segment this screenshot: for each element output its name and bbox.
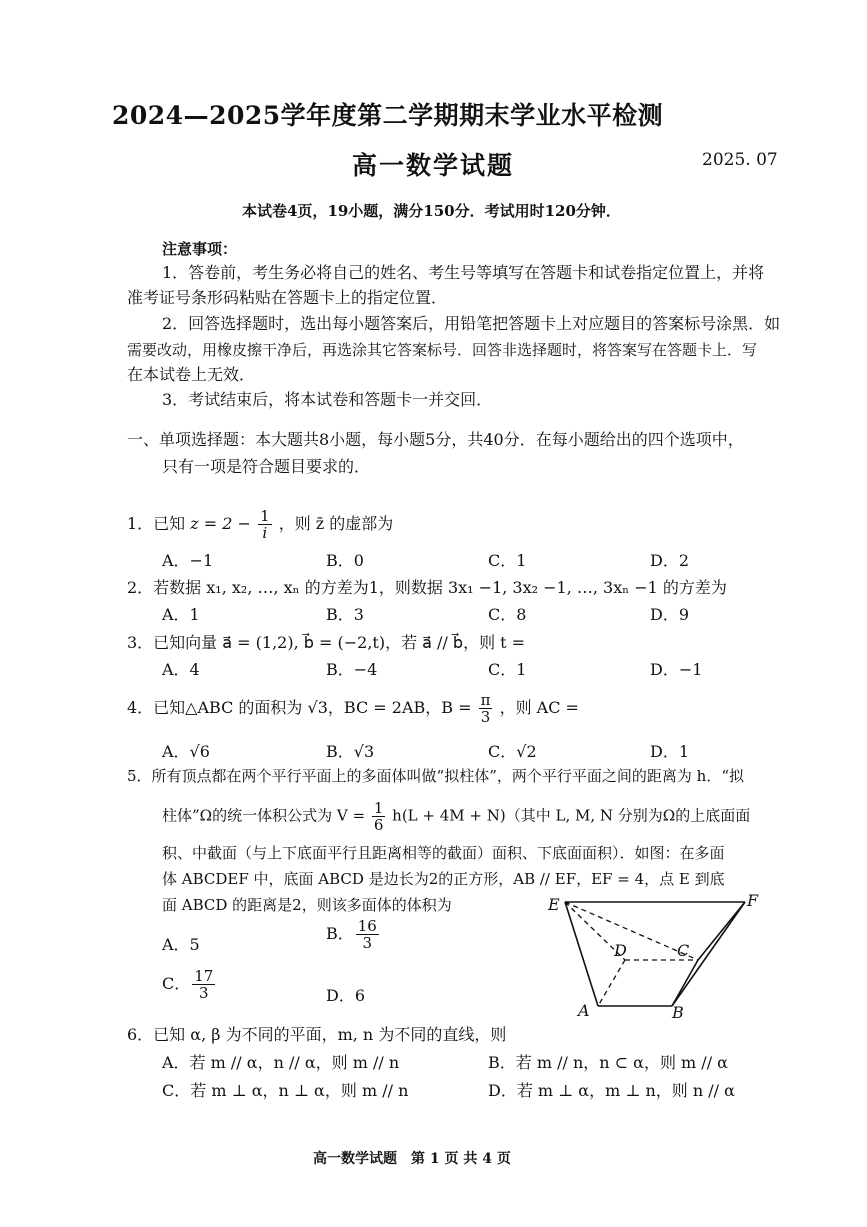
notice-line: 在本试卷上无效． [127,365,256,384]
q6-option-c: C．若 m ⊥ α，n ⊥ α，则 m // n [162,1081,409,1100]
polyhedron-figure [540,888,780,1028]
q3-option-d: D．−1 [650,660,703,679]
question-3: 3．已知向量 a⃗ = (1,2), b⃗ = (−2,t)，若 a⃗ // b⃗，则 t = [127,633,526,652]
section-heading-line2: 只有一项是符合题目要求的． [162,457,371,476]
q5-option-a: A．5 [162,935,200,954]
figure-label: F [747,891,759,910]
question-5-line4: 体 ABCDEF 中，底面 ABCD 是边长为2的正方形，AB // EF，EF = 4，点 E 到底 [162,870,725,888]
question-5-line2: 柱体”Ω的统一体积公式为 V = $\frac{1}{6}$ h(L + 4M + N)（其中 L, M, N 分别为Ω的上底面面 [162,799,751,834]
q3-option-b: B．−4 [326,660,378,679]
exam-title: 2024—2025学年度第二学期期末学业水平检测 [112,101,664,130]
q4-option-a: A．√6 [162,742,210,761]
fraction: $\frac{17}{3}$ [194,967,214,1002]
fraction: $\frac{16}{3}$ [357,917,377,952]
figure-label: C [677,941,690,960]
notice-line: 准考证号条形码粘贴在答题卡上的指定位置． [127,288,448,307]
question-4: 4．已知△ABC 的面积为 √3，BC = 2AB，B = $\frac{\pi}{3}$ ，则 AC = [127,691,579,726]
notice-heading: 注意事项： [162,240,238,258]
figure-label: E [548,895,560,914]
notice-line: 需要改动，用橡皮擦干净后，再选涂其它答案标号．回答非选择题时，将答案写在答题卡上．写 [127,341,758,359]
edge-cf [698,902,745,960]
notice-line: 3．考试结束后，将本试卷和答题卡一并交回． [162,390,493,409]
q3-option-c: C．1 [488,660,527,679]
q4-option-d: D．1 [650,742,690,761]
edge-bc [672,960,698,1006]
q2-option-b: B．3 [326,605,364,624]
q5-option-c: C． $\frac{17}{3}$ [162,967,214,1002]
q6-option-a: A．若 m // α，n // α，则 m // n [162,1053,400,1072]
q3-option-a: A．4 [162,660,200,679]
section-heading: 一、单项选择题：本大题共8小题，每小题5分，共40分．在每小题给出的四个选项中， [127,430,744,449]
question-5-line3: 积、中截面（与上下底面平行且距离相等的截面）面积、下底面面积）．如图：在多面 [162,844,725,862]
fraction: $\frac{\pi}{3}$ [480,691,491,726]
q4-option-c: C．√2 [488,742,537,761]
q1-option-c: C．1 [488,551,527,570]
q1-option-d: D．2 [650,551,690,570]
figure-label: A [578,1001,590,1020]
q5-option-b: B． $\frac{16}{3}$ [326,917,377,952]
figure-label: D [614,941,627,960]
exam-date: 2025. 07 [702,150,778,170]
q1-option-a: A．−1 [162,551,214,570]
q6-option-d: D．若 m ⊥ α，m ⊥ n，则 n // α [488,1081,735,1100]
question-5-line1: 5．所有顶点都在两个平行平面上的多面体叫做“拟柱体”，两个平行平面之间的距离为 h．“拟 [127,767,744,785]
edge-da [598,960,625,1006]
figure-label: B [672,1003,684,1022]
question-2: 2．若数据 x₁, x₂, …, xₙ 的方差为1，则数据 3x₁ −1, 3x₂ −1, …, 3xₙ −1 的方差为 [127,578,727,597]
fraction: $\frac{1}{6}$ [373,799,384,834]
question-5-line5: 面 ABCD 的距离是2，则该多面体的体积为 [162,896,452,914]
exam-subtitle: 高一数学试题 [352,151,515,180]
notice-line: 1．答卷前，考生务必将自己的姓名、考生号等填写在答题卡和试卷指定位置上，并将 [162,263,765,282]
notice-line: 2．回答选择题时，选出每小题答案后，用铅笔把答题卡上对应题目的答案标号涂黑．如 [162,314,781,333]
page-footer: 高一数学试题 第 1 页 共 4 页 [313,1151,511,1167]
q2-option-c: C．8 [488,605,527,624]
q6-option-b: B．若 m // n，n ⊂ α，则 m // α [488,1053,728,1072]
question-1: 1．已知 z = 2 − $\frac{1}{i}$ ，则 z̄ 的虚部为 [127,507,394,542]
fraction: $\frac{1}{i}$ [260,507,270,542]
question-6: 6．已知 α, β 为不同的平面，m, n 为不同的直线，则 [127,1025,507,1044]
q2-option-d: D．9 [650,605,690,624]
q5-option-d: D．6 [326,986,366,1005]
q2-option-a: A．1 [162,605,200,624]
exam-info: 本试卷4页，19小题，满分150分．考试用时120分钟． [242,202,621,220]
q4-option-b: B．√3 [326,742,375,761]
q1-option-b: B．0 [326,551,364,570]
